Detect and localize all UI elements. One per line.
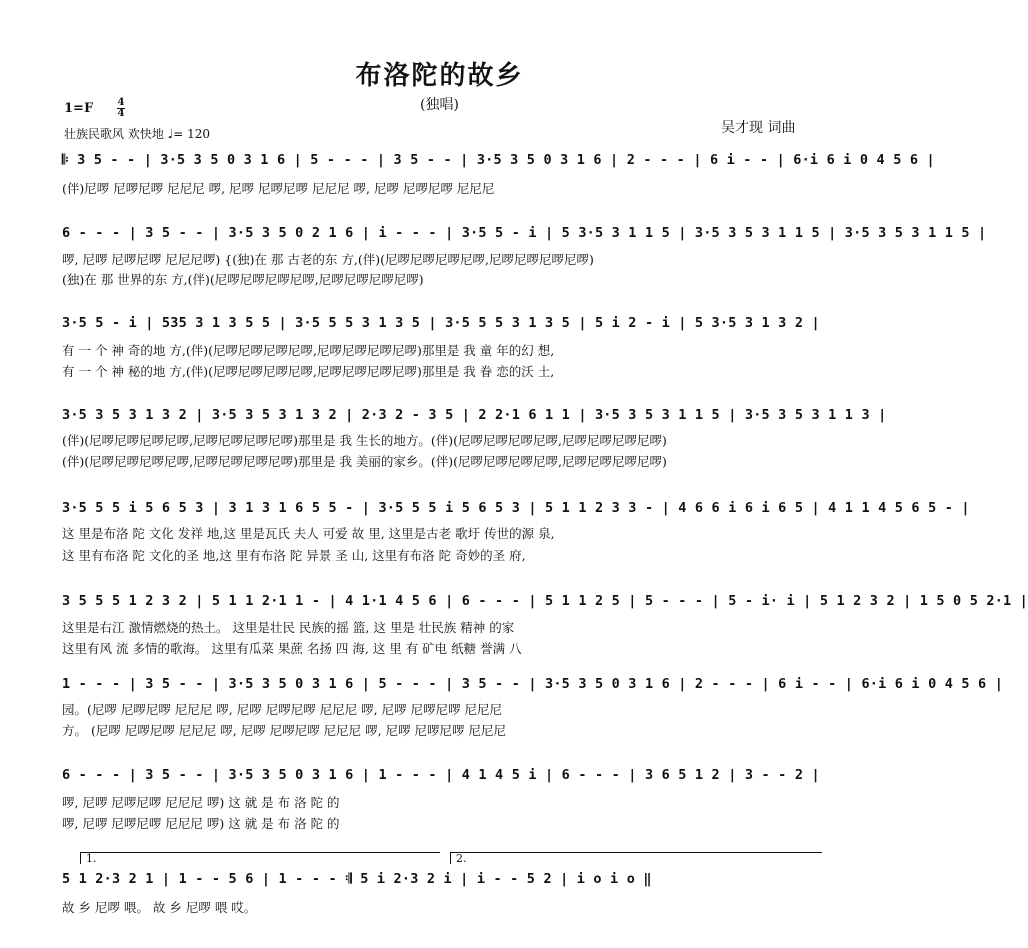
time-signature xyxy=(117,98,125,119)
score-system-4-lyric-2: (伴)(尼啰尼啰尼啰尼啰,尼啰尼啰尼啰尼啰)那里是 我 美丽的家乡。(伴)(尼啰尼啰尼啰尼啰,尼啰尼啰尼啰尼啰) xyxy=(62,454,667,469)
score-system-2-lyric-1: 啰, 尼啰 尼啰尼啰 尼尼尼啰) {(独)在 那 古老的东 方,(伴)(尼啰尼啰尼啰尼啰,尼啰尼啰尼啰尼啰) xyxy=(62,252,594,267)
volta-1-bracket xyxy=(80,852,440,853)
style-tempo-marking: 壮族民歌风 欢快地 ♩= 120 xyxy=(64,127,211,141)
score-system-2-lyric-2: (独)在 那 世界的东 方,(伴)(尼啰尼啰尼啰尼啰,尼啰尼啰尼啰尼啰) xyxy=(62,272,424,287)
score-system-5-notes: 3·5 5 5 i 5 6 5 3 | 3 1 3 1 6 5 5 - | 3·5 5 5 i 5 6 5 3 | 5 1 1 2 3 3 - | 4 6 6 i 6 i 6 5 | 4 1 1 4 5 6 5 - | xyxy=(62,500,970,516)
meter-bottom: 4 xyxy=(117,108,125,119)
score-system-8-lyric-2: 啰, 尼啰 尼啰尼啰 尼尼尼 啰) 这 就 是 布 洛 陀 的 xyxy=(62,816,340,831)
score-system-2-notes: 6 - - - | 3 5 - - | 3·5 3 5 0 2 1 6 | i - - - | 3·5 5 - i | 5 3·5 3 1 1 5 | 3·5 3 5 3 1 1 5 | 3·5 3 5 3 1 1 5 | xyxy=(62,225,987,241)
volta-1-bracket-left xyxy=(80,852,81,864)
score-system-3-lyric-2: 有 一 个 神 秘的地 方,(伴)(尼啰尼啰尼啰尼啰,尼啰尼啰尼啰尼啰)那里是 我 眷 恋的沃 土, xyxy=(62,364,555,379)
song-title: 布洛陀的故乡 xyxy=(355,61,524,91)
score-system-7-notes: 1 - - - | 3 5 - - | 3·5 3 5 0 3 1 6 | 5 - - - | 3 5 - - | 3·5 3 5 0 3 1 6 | 2 - - - | 6 i - - | 6·i 6 i 0 4 5 6 | xyxy=(62,676,1004,692)
score-system-4-lyric-1: (伴)(尼啰尼啰尼啰尼啰,尼啰尼啰尼啰尼啰)那里是 我 生长的地方。(伴)(尼啰尼啰尼啰尼啰,尼啰尼啰尼啰尼啰) xyxy=(62,433,667,448)
volta-2-label: 2. xyxy=(456,852,467,865)
score-system-6-lyric-1: 这里是右江 激情燃烧的热土。 这里是壮民 民族的摇 篮, 这 里是 壮民族 精神 的家 xyxy=(62,620,515,635)
score-system-9-lyric-1: 故 乡 尼啰 喂。 故 乡 尼啰 喂 哎。 xyxy=(62,900,257,915)
score-system-3-notes: 3·5 5 - i | 535 3 1 3 5 5 | 3·5 5 5 3 1 3 5 | 3·5 5 5 3 1 3 5 | 5 i 2 - i | 5 3·5 3 1 3 2 | xyxy=(62,315,820,331)
composer-credit: 吴才现 词曲 xyxy=(721,120,796,136)
score-system-8-lyric-1: 啰, 尼啰 尼啰尼啰 尼尼尼 啰) 这 就 是 布 洛 陀 的 xyxy=(62,795,340,810)
volta-2-bracket xyxy=(450,852,822,853)
score-system-1-notes: 𝄆 3 5 - - | 3·5 3 5 0 3 1 6 | 5 - - - | 3 5 - - | 3·5 3 5 0 3 1 6 | 2 - - - | 6 i - - | 6·i 6 i 0 4 5 6 | xyxy=(62,152,935,168)
score-system-6-lyric-2: 这里有风 流 多情的歌海。 这里有瓜菜 果蔗 名扬 四 海, 这 里 有 矿电 纸糖 誉满 八 xyxy=(62,641,522,656)
meter-top: 4 xyxy=(117,97,125,108)
song-subtitle: (独唱) xyxy=(420,97,459,113)
score-system-3-lyric-1: 有 一 个 神 奇的地 方,(伴)(尼啰尼啰尼啰尼啰,尼啰尼啰尼啰尼啰)那里是 我 童 年的幻 想, xyxy=(62,343,555,358)
score-system-5-lyric-2: 这 里有布洛 陀 文化的圣 地,这 里有布洛 陀 异景 圣 山, 这里有布洛 陀 奇妙的圣 府, xyxy=(62,548,526,563)
score-system-9-notes: 5 1 2·3 2 1 | 1 - - 5 6 | 1 - - - 𝄇 5 i 2·3 2 i | i - - 5 2 | i o i o ‖ xyxy=(62,871,652,887)
score-system-7-lyric-1: 园。(尼啰 尼啰尼啰 尼尼尼 啰, 尼啰 尼啰尼啰 尼尼尼 啰, 尼啰 尼啰尼啰 尼尼尼 xyxy=(62,702,503,717)
score-system-7-lyric-2: 方。 (尼啰 尼啰尼啰 尼尼尼 啰, 尼啰 尼啰尼啰 尼尼尼 啰, 尼啰 尼啰尼啰 尼尼尼 xyxy=(62,723,507,738)
key-signature: 1=F xyxy=(64,101,94,116)
score-system-4-notes: 3·5 3 5 3 1 3 2 | 3·5 3 5 3 1 3 2 | 2·3 2 - 3 5 | 2 2·1 6 1 1 | 3·5 3 5 3 1 1 5 | 3·5 3 5 3 1 1 3 | xyxy=(62,407,887,423)
volta-2-bracket-left xyxy=(450,852,451,864)
score-system-1-lyric-1: (伴)尼啰 尼啰尼啰 尼尼尼 啰, 尼啰 尼啰尼啰 尼尼尼 啰, 尼啰 尼啰尼啰 尼尼尼 xyxy=(62,181,495,196)
score-system-6-notes: 3 5 5 5 1 2 3 2 | 5 1 1 2·1 1 - | 4 1·1 4 5 6 | 6 - - - | 5 1 1 2 5 | 5 - - - | 5 - i· i | 5 1 2 3 2 | 1 5 0 5 2·1 | xyxy=(62,593,1028,609)
score-system-5-lyric-1: 这 里是布洛 陀 文化 发祥 地,这 里是瓦氏 夫人 可爱 故 里, 这里是古老 歌圩 传世的源 泉, xyxy=(62,526,555,541)
score-system-8-notes: 6 - - - | 3 5 - - | 3·5 3 5 0 3 1 6 | 1 - - - | 4 1 4 5 i | 6 - - - | 3 6 5 1 2 | 3 - - 2 | xyxy=(62,767,820,783)
volta-1-label: 1. xyxy=(86,852,97,865)
